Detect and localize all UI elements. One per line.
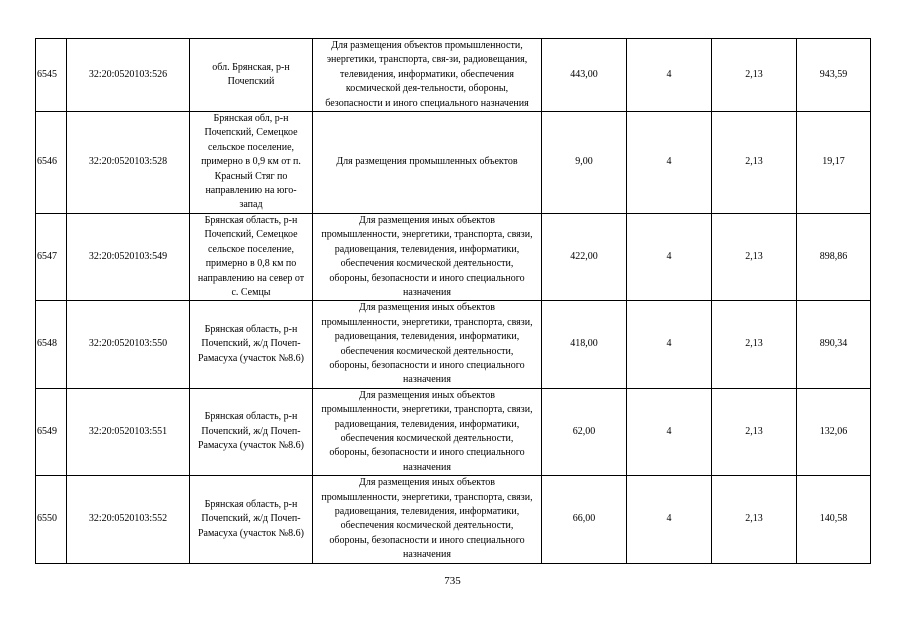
page-number: 735 bbox=[444, 575, 461, 587]
address-line: запад bbox=[239, 199, 263, 211]
purpose-line: обороны, безопасности и иного специального bbox=[329, 534, 525, 546]
cadastral-table bbox=[35, 38, 871, 564]
purpose-line: Для размещения промышленных объектов bbox=[336, 156, 518, 168]
purpose-cell bbox=[313, 112, 542, 214]
address-line: направлению на север от bbox=[197, 272, 305, 284]
row-number: 6548 bbox=[36, 301, 67, 388]
cost-value: 898,86 bbox=[797, 213, 871, 300]
purpose-line: обеспечения космической деятельности, bbox=[340, 520, 514, 532]
purpose-line: космической дея-тельности, обороны, bbox=[345, 83, 509, 95]
purpose-line: Для размещения иных объектов bbox=[359, 389, 495, 401]
purpose-line: Для размещения иных объектов bbox=[359, 214, 495, 226]
table-row bbox=[36, 213, 871, 300]
address-line: с. Семцы bbox=[231, 286, 271, 298]
address-line: примерно в 0,9 км от п. bbox=[201, 156, 301, 168]
cadastral-number: 32:20:0520103:526 bbox=[67, 39, 190, 112]
rate-value: 2,13 bbox=[712, 39, 797, 112]
purpose-line: телевидения, информатики, обеспечения bbox=[340, 68, 514, 80]
address-line: Рамасуха (участок №8.6) bbox=[197, 527, 304, 539]
row-number: 6546 bbox=[36, 112, 67, 214]
cost-value: 132,06 bbox=[797, 388, 871, 475]
table-row bbox=[36, 388, 871, 475]
address-line: Почепский, Семецкое bbox=[204, 229, 298, 241]
purpose-line: обороны, безопасности и иного специального bbox=[329, 359, 525, 371]
address-line: Брянская область, р-н bbox=[204, 214, 298, 226]
address-line: Почепский, ж/д Почеп- bbox=[201, 513, 301, 525]
purpose-line: назначения bbox=[403, 461, 451, 473]
cadastral-number: 32:20:0520103:528 bbox=[67, 112, 190, 214]
group-value: 4 bbox=[627, 213, 712, 300]
area-value: 9,00 bbox=[542, 112, 627, 214]
area-value: 422,00 bbox=[542, 213, 627, 300]
rate-value: 2,13 bbox=[712, 476, 797, 563]
address-line: Красный Стяг по bbox=[214, 170, 288, 182]
address-line: Почепский, Семецкое bbox=[204, 127, 298, 139]
table-row bbox=[36, 39, 871, 112]
rate-value: 2,13 bbox=[712, 388, 797, 475]
rate-value: 2,13 bbox=[712, 112, 797, 214]
purpose-line: Для размещения иных объектов bbox=[359, 477, 495, 489]
purpose-line: обеспечения космической деятельности, bbox=[340, 432, 514, 444]
cadastral-number: 32:20:0520103:551 bbox=[67, 388, 190, 475]
purpose-line: обеспечения космической деятельности, bbox=[340, 258, 514, 270]
cost-value: 890,34 bbox=[797, 301, 871, 388]
address-line: Почепский, ж/д Почеп- bbox=[201, 338, 301, 350]
table-row bbox=[36, 301, 871, 388]
address-line: направлению на юго- bbox=[205, 185, 297, 197]
address-cell bbox=[190, 213, 313, 300]
row-number: 6550 bbox=[36, 476, 67, 563]
address-line: Рамасуха (участок №8.6) bbox=[197, 352, 304, 364]
row-number: 6545 bbox=[36, 39, 67, 112]
group-value: 4 bbox=[627, 112, 712, 214]
group-value: 4 bbox=[627, 39, 712, 112]
table-row bbox=[36, 476, 871, 563]
group-value: 4 bbox=[627, 476, 712, 563]
purpose-line: назначения bbox=[403, 549, 451, 561]
address-line: Рамасуха (участок №8.6) bbox=[197, 440, 304, 452]
address-line: Брянская обл, р-н bbox=[213, 113, 289, 125]
address-line: Брянская область, р-н bbox=[204, 411, 298, 423]
table-row bbox=[36, 112, 871, 214]
purpose-line: радиовещания, телевидения, информатики, bbox=[334, 243, 520, 255]
purpose-cell bbox=[313, 476, 542, 563]
address-cell bbox=[190, 112, 313, 214]
group-value: 4 bbox=[627, 301, 712, 388]
cadastral-number: 32:20:0520103:552 bbox=[67, 476, 190, 563]
purpose-line: обороны, безопасности и иного специального bbox=[329, 447, 525, 459]
purpose-line: радиовещания, телевидения, информатики, bbox=[334, 418, 520, 430]
table-body bbox=[36, 39, 871, 564]
area-value: 66,00 bbox=[542, 476, 627, 563]
area-value: 443,00 bbox=[542, 39, 627, 112]
purpose-line: обороны, безопасности и иного специального bbox=[329, 272, 525, 284]
area-value: 62,00 bbox=[542, 388, 627, 475]
cadastral-number: 32:20:0520103:549 bbox=[67, 213, 190, 300]
cadastral-number: 32:20:0520103:550 bbox=[67, 301, 190, 388]
purpose-line: безопасности и иного специального назначения bbox=[325, 97, 529, 109]
rate-value: 2,13 bbox=[712, 213, 797, 300]
purpose-line: Для размещения иных объектов bbox=[359, 302, 495, 314]
cost-value: 140,58 bbox=[797, 476, 871, 563]
purpose-line: Для размещения объектов промышленности, bbox=[331, 40, 523, 51]
address-cell bbox=[190, 388, 313, 475]
address-line: Брянская область, р-н bbox=[204, 323, 298, 335]
purpose-line: промышленности, энергетики, транспорта, связи, bbox=[321, 404, 533, 416]
rate-value: 2,13 bbox=[712, 301, 797, 388]
address-cell bbox=[190, 301, 313, 388]
address-line: Почепский, ж/д Почеп- bbox=[201, 425, 301, 437]
purpose-cell bbox=[313, 39, 542, 112]
purpose-line: радиовещания, телевидения, информатики, bbox=[334, 506, 520, 517]
purpose-line: промышленности, энергетики, транспорта, связи, bbox=[321, 491, 533, 503]
group-value: 4 bbox=[627, 388, 712, 475]
cost-value: 19,17 bbox=[797, 112, 871, 214]
row-number: 6547 bbox=[36, 213, 67, 300]
purpose-line: промышленности, энергетики, транспорта, связи, bbox=[321, 229, 533, 241]
purpose-line: обеспечения космической деятельности, bbox=[340, 345, 514, 357]
cost-value: 943,59 bbox=[797, 39, 871, 112]
purpose-cell bbox=[313, 388, 542, 475]
address-line: обл. Брянская, р-н bbox=[212, 61, 290, 73]
area-value: 418,00 bbox=[542, 301, 627, 388]
purpose-line: энергетики, транспорта, свя-зи, радиовещания, bbox=[326, 54, 528, 66]
purpose-line: радиовещания, телевидения, информатики, bbox=[334, 331, 520, 343]
address-line: Почепский bbox=[227, 76, 275, 88]
address-cell bbox=[190, 476, 313, 563]
address-line: примерно в 0,8 км по bbox=[205, 258, 297, 270]
purpose-line: назначения bbox=[403, 374, 451, 386]
row-number: 6549 bbox=[36, 388, 67, 475]
address-line: сельское поселение, bbox=[207, 243, 295, 255]
purpose-cell bbox=[313, 213, 542, 300]
purpose-line: промышленности, энергетики, транспорта, связи, bbox=[321, 316, 533, 328]
address-line: Брянская область, р-н bbox=[204, 498, 298, 510]
address-cell bbox=[190, 39, 313, 112]
address-line: сельское поселение, bbox=[207, 141, 295, 153]
purpose-cell bbox=[313, 301, 542, 388]
purpose-line: назначения bbox=[403, 286, 451, 298]
